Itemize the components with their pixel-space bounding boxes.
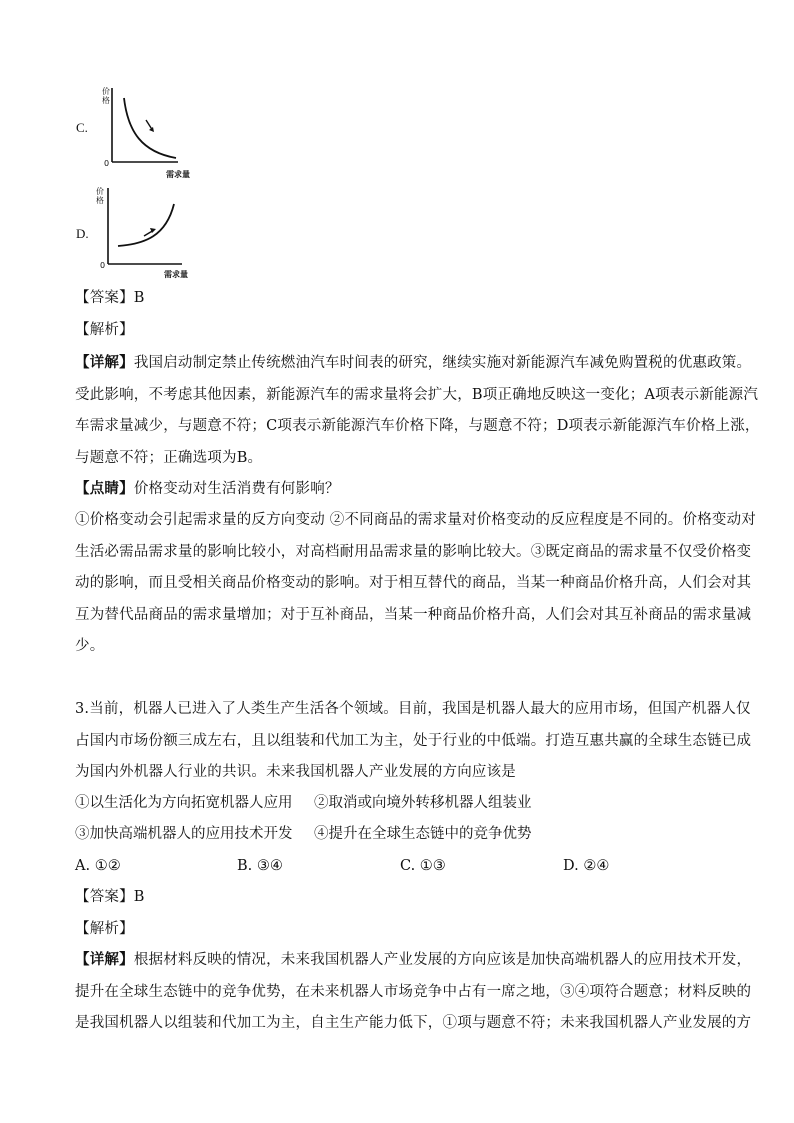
option-d-letter: D. [76,226,89,241]
option-c-letter: C. [76,120,88,135]
q2-detail-line-1 [75,353,751,373]
demand-curve-decreasing [96,84,196,180]
q2-point-text-1: ①价格变动会引起需求量的反方向变动 ②不同商品的需求量对价格变动的反应程度是不同的。价格变动对 [75,512,757,528]
q3-item-2: ②取消或向境外转移机器人组装业 [314,795,532,811]
q2-point-text-5: 少。 [75,638,105,654]
c-xlabel: 需求量 [166,170,190,179]
q2-detail-line-2: 受此影响，不考虑其他因素，新能源汽车的需求量将会扩大，B项正确地反映这一变化；A项表示新能源汽 [75,387,759,403]
q2-analysis-heading: 【解析】 [75,322,134,338]
c-ylabel-1: 价 [102,87,110,96]
q3-answer: 【答案】B [75,889,145,905]
q2-point-tag: 【点睛】 [75,480,134,497]
q3-detail-text-1: 根据材料反映的情况，未来我国机器人产业发展的方向应该是加快高端机器人的应用技术开发， [133,952,752,968]
q2-point-text-4: 互为替代品商品的需求量增加；对于互补商品，当某一种商品价格升高，人们会对其互补商品的需求量减 [75,607,752,623]
q3-stem-line-2: 占国内市场份额三成左右，且以组装和代加工为主，处于行业的中低端。打造互惠共赢的全球生态链已成 [75,733,752,749]
demand-curve-increasing [90,184,190,280]
q3-item-3: ③加快高端机器人的应用技术开发 [75,826,293,842]
q3-detail-tag: 【详解】 [75,951,134,968]
d-ylabel-1: 价 [96,187,104,196]
q2-point-line [75,479,340,499]
q3-choice-d: D. ②④ [563,858,610,874]
q2-detail-tag: 【详解】 [75,354,134,371]
q3-analysis-heading: 【解析】 [75,921,134,937]
q2-point-text-3: 动的影响，而且受相关商品价格变动的影响。对于相互替代的商品，当某一种商品价格升高，人们会对其 [75,575,752,591]
q3-detail-line-3: 是我国机器人以组装和代加工为主，自主生产能力低下，①项与题意不符；未来我国机器人产业发展的方 [75,1015,752,1031]
c-curve [124,98,176,158]
d-origin: 0 [100,261,106,270]
q3-item-4: ④提升在全球生态链中的竞争优势 [314,826,532,842]
q3-choice-b: B. ③④ [237,858,283,874]
q2-detail-line-3: 车需求量减少，与题意不符；C项表示新能源汽车价格下降，与题意不符；D项表示新能源汽车价格上涨， [75,418,760,434]
d-ylabel-2: 格 [96,196,104,205]
q3-detail-line-2: 提升在全球生态链中的竞争优势，在未来机器人市场竞争中占有一席之地，③④项符合题意；材料反映的 [75,984,752,1000]
q3-choice-c: C. ①③ [400,858,446,874]
q2-answer: 【答案】B [75,290,145,306]
d-curve [118,204,174,246]
d-xlabel: 需求量 [164,270,188,279]
q2-point-text-2: 生活必需品需求量的影响比较小，对高档耐用品需求量的影响比较大。③既定商品的需求量不仅受价格变 [75,544,752,560]
option-c-graph [96,84,196,184]
q3-detail-line-1 [75,950,751,970]
q3-choice-a: A. ①② [75,858,121,874]
q2-detail-line-4: 与题意不符；正确选项为B。 [75,450,263,466]
q2-detail-text-1: 我国启动制定禁止传统燃油汽车时间表的研究，继续实施对新能源汽车减免购置税的优惠政策。 [133,355,752,371]
q3-stem-line-3: 为国内外机器人行业的共识。未来我国机器人产业发展的方向应该是 [75,764,516,780]
c-ylabel-2: 格 [102,96,110,105]
q3-item-1: ①以生活化为方向拓宽机器人应用 [75,795,293,811]
c-origin: 0 [104,159,110,168]
q3-stem-line-1: 3.当前，机器人已进入了人类生产生活各个领域。目前，我国是机器人最大的应用市场，但国产机器人仅 [75,701,751,717]
option-d-graph [90,184,190,284]
q2-point-question: 价格变动对生活消费有何影响？ [133,481,340,497]
